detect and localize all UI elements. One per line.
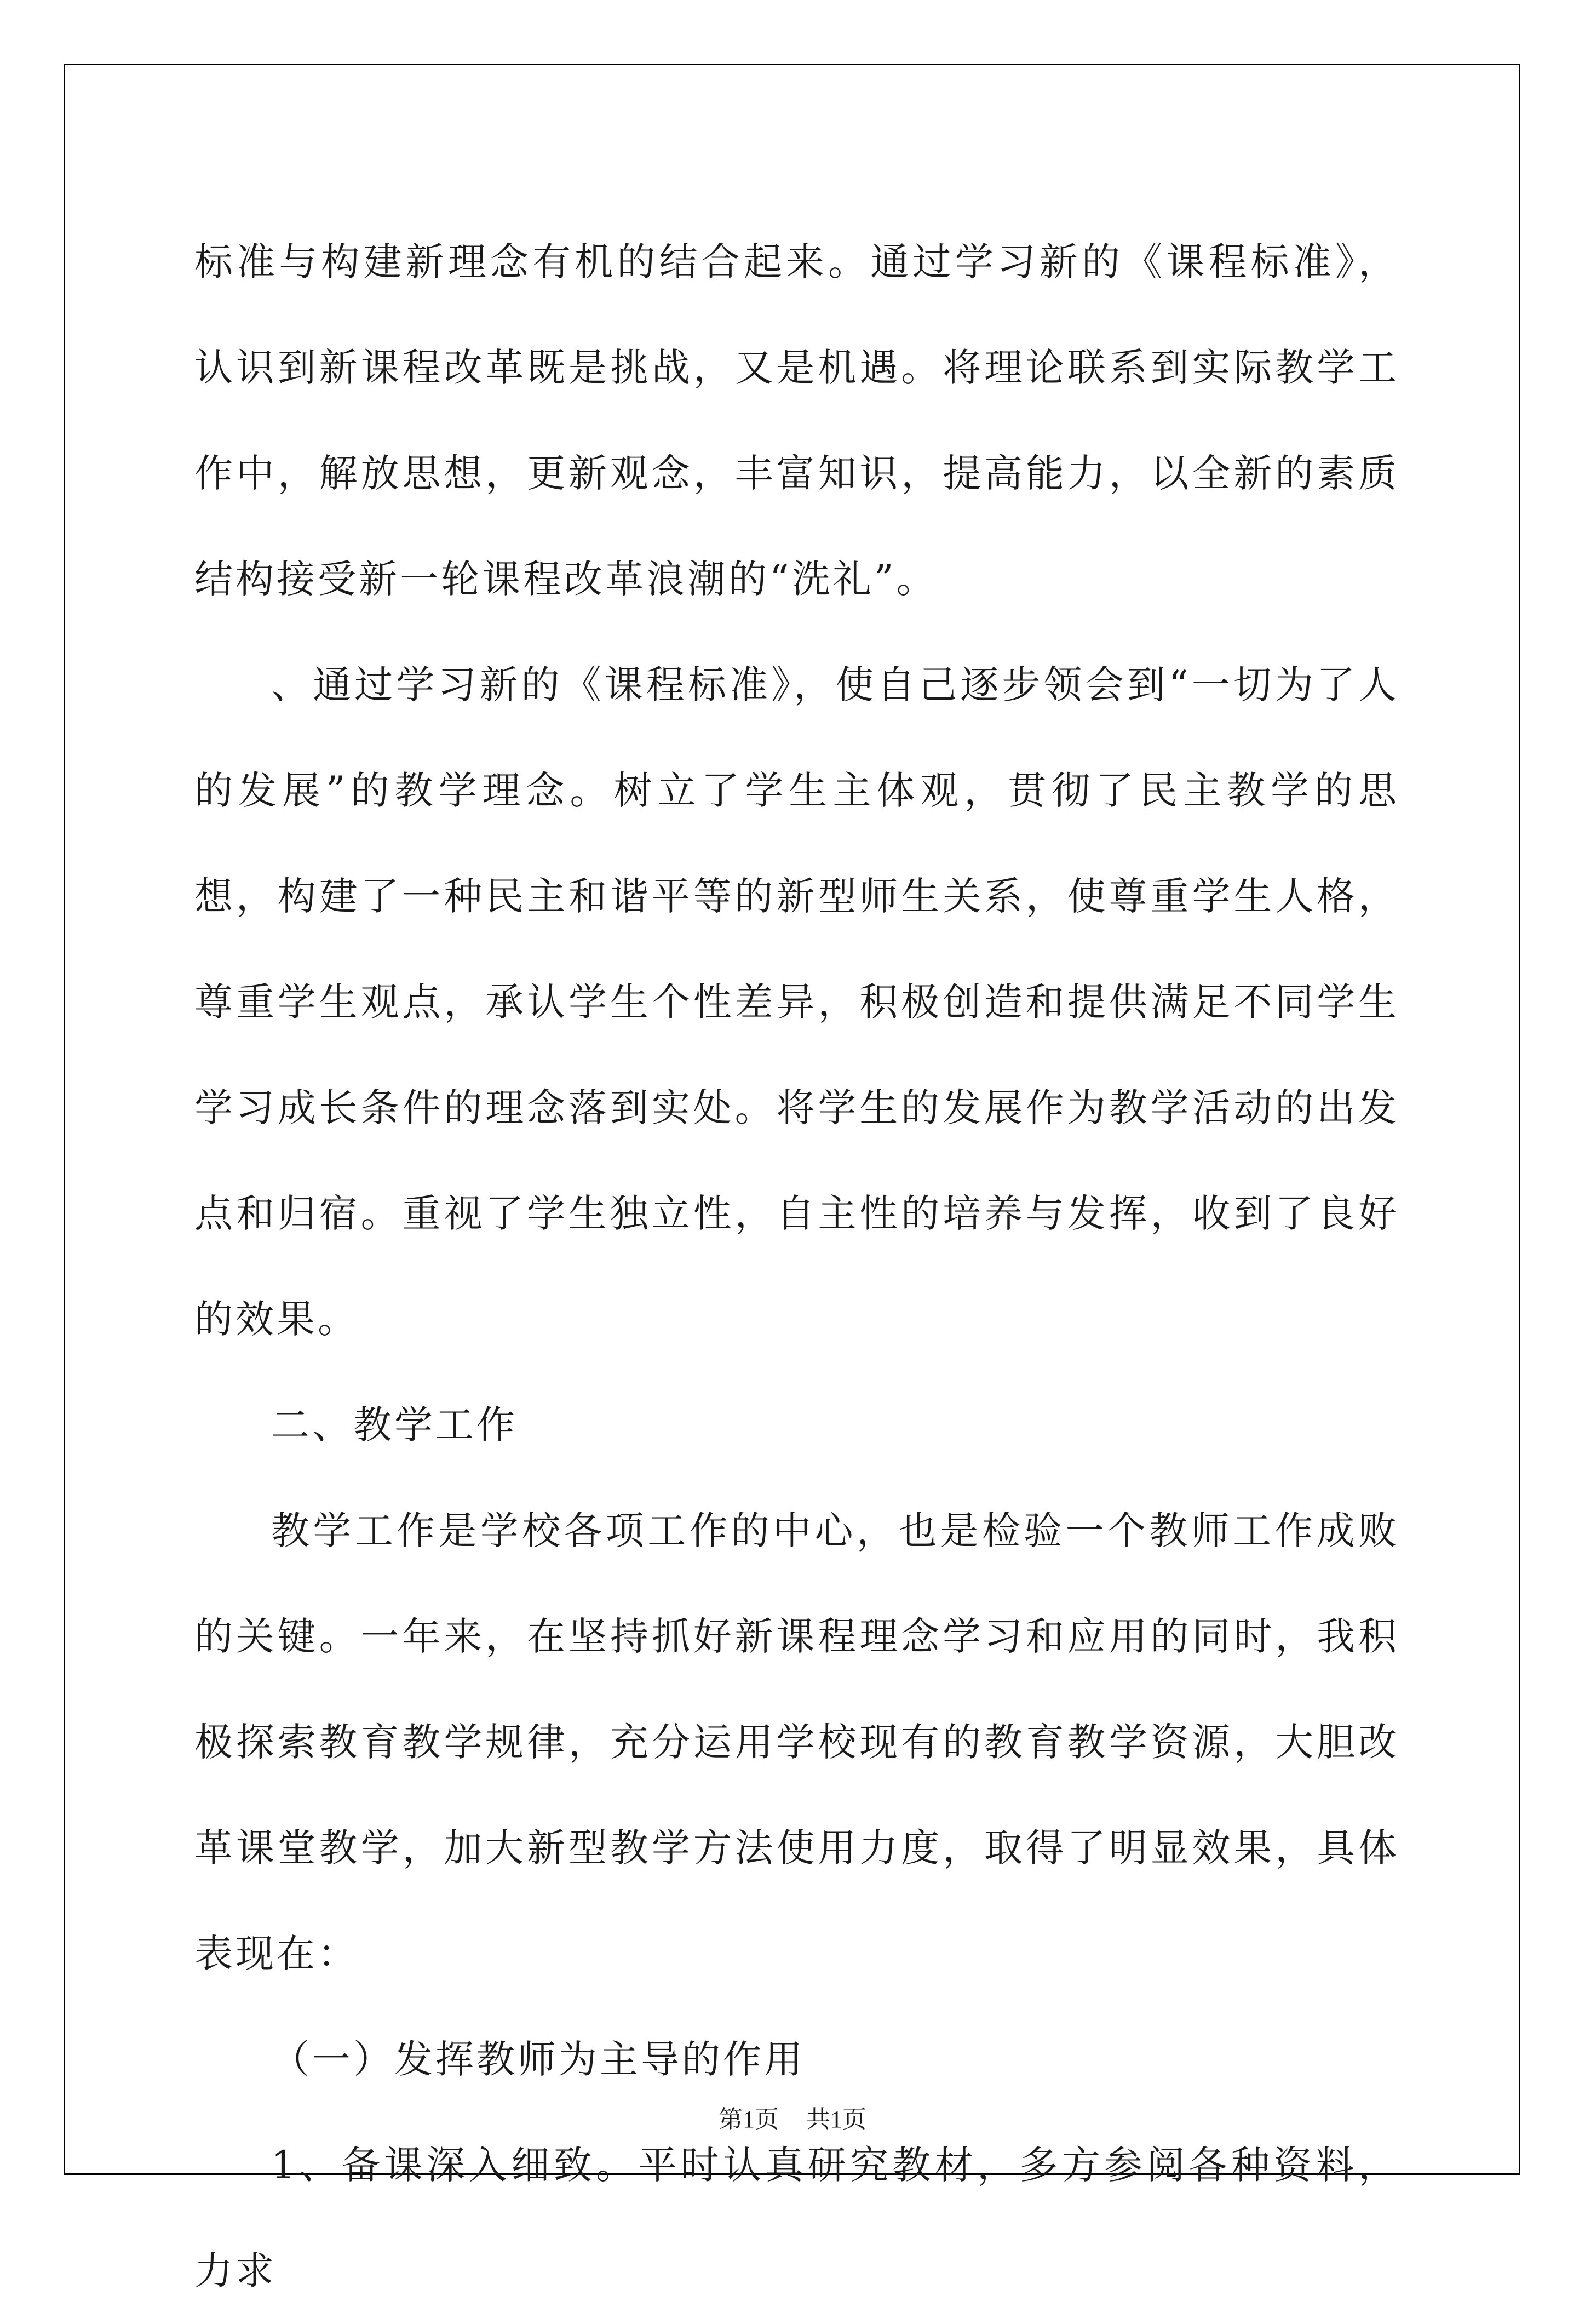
paragraph-1: 标准与构建新理念有机的结合起来。通过学习新的《课程标准》，认识到新课程改革既是挑战，又是机遇。将理论联系到实际教学工作中，解放思想，更新观念，丰富知识，提高能力，以全新的素质结构接受新一轮课程改革浪潮的“洗礼”。 xyxy=(194,239,1399,602)
section-heading-teaching-work: 二、教学工作 xyxy=(271,1403,518,1447)
page-total: 共1页 xyxy=(806,2106,866,2133)
page-footer xyxy=(0,2099,1585,2134)
page-number: 第1页 xyxy=(719,2106,779,2133)
paragraph-3: 教学工作是学校各项工作的中心，也是检验一个教师工作成败的关键。一年来，在坚持抓好新课程理念学习和应用的同时，我积极探索教育教学规律，充分运用学校现有的教育教学资源，大胆改革课堂教学，加大新型教学方法使用力度，取得了明显效果，具体表现在： xyxy=(194,1508,1399,1976)
subsection-heading-teacher-role: （一）发挥教师为主导的作用 xyxy=(271,2037,805,2082)
paragraph-4: 1、备课深入细致。平时认真研究教材，多方参阅各种资料，力求 xyxy=(194,2143,1399,2293)
document-body xyxy=(194,209,1399,2324)
paragraph-2: 、通过学习新的《课程标准》，使自己逐步领会到“一切为了人的发展”的教学理念。树立了学生主体观，贯彻了民主教学的思想，构建了一种民主和谐平等的新型师生关系，使尊重学生人格，尊重学生观点，承认学生个性差异，积极创造和提供满足不同学生学习成长条件的理念落到实处。将学生的发展作为教学活动的出发点和归宿。重视了学生独立性，自主性的培养与发挥，收到了良好的效果。 xyxy=(194,662,1399,1342)
